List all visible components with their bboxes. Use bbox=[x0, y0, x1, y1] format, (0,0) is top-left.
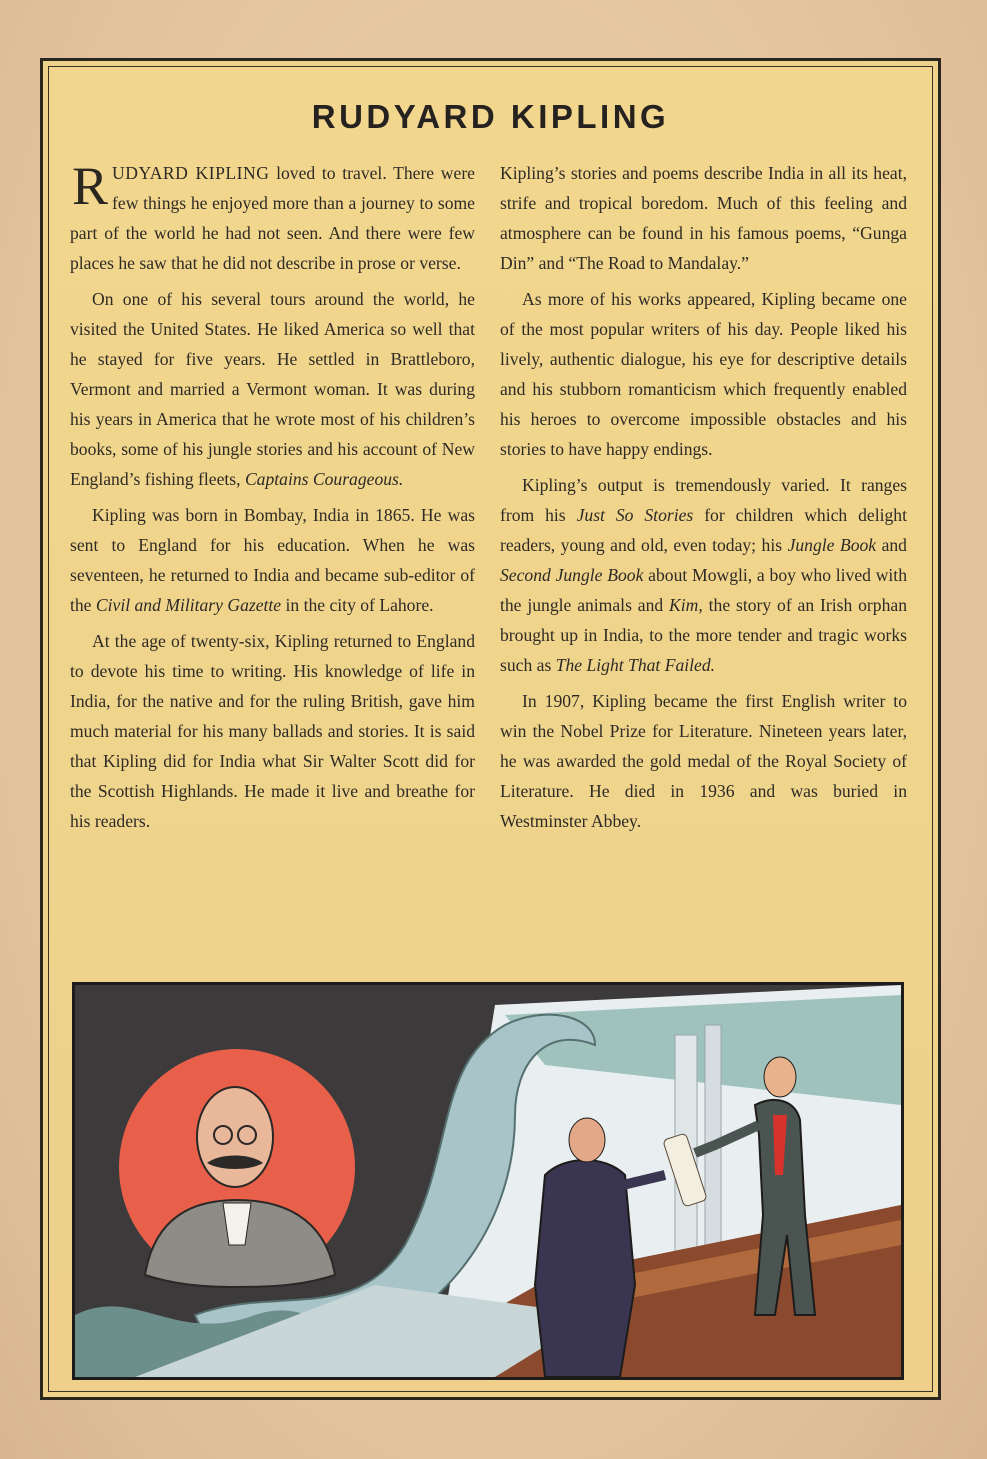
paragraph-3-end: in the city of Lahore. bbox=[281, 595, 434, 615]
title-light-that-failed: The Light That Failed. bbox=[555, 655, 716, 675]
title-kim: Kim, bbox=[669, 595, 703, 615]
lead-caps: UDYARD KIPLING bbox=[112, 163, 270, 183]
paragraph-7-e: the story of an Irish orphan brought up in India, to the more tender and tragic works such as bbox=[500, 595, 907, 675]
paragraph-6: As more of his works appeared, Kipling became one of the most popular writers of his day. People liked his lively, authentic dialogue, his eye for descriptive details and his stubborn romanticism which frequently enabled his heroes to overcome impossible obstacles and his stories to have happy endings. bbox=[500, 289, 907, 459]
paragraph-3 bbox=[70, 500, 475, 620]
title-jungle-book: Jungle Book bbox=[787, 535, 877, 555]
article-title: RUDYARD KIPLING bbox=[311, 98, 670, 135]
presenter-head bbox=[764, 1057, 796, 1097]
illustration-panel bbox=[72, 982, 904, 1380]
portrait-head bbox=[197, 1087, 273, 1187]
right-column bbox=[500, 158, 907, 842]
paragraph-1-text: loved to travel. There were few things he enjoyed more than a journey to some part of the world he had not seen. And there were few places he saw that he did not describe in prose or verse. bbox=[70, 163, 475, 273]
paragraph-2-text: On one of his several tours around the world, he visited the United States. He liked America so well that he stayed for five years. He settled in Brattleboro, Vermont and married a Vermont woman. It was during his years in America that he wrote most of his children’s books, some of his jungle stories and his account of New England’s fishing fleets, bbox=[70, 289, 475, 489]
paragraph-1 bbox=[70, 158, 475, 278]
paragraph-5: Kipling’s stories and poems describe India in all its heat, strife and tropical boredom. Much of this feeling and atmosphere can be found in his famous poems, “Gunga Din” and “The Road to Mandalay.” bbox=[500, 163, 907, 273]
title-second-jungle-book: Second Jungle Book bbox=[500, 565, 644, 585]
illustration-svg bbox=[75, 985, 901, 1377]
left-column bbox=[70, 158, 475, 842]
paragraph-7-c: and bbox=[876, 535, 907, 555]
paragraph-7-d: about Mowgli, a boy who lived with the jungle animals and bbox=[500, 565, 907, 615]
drop-cap: R bbox=[72, 156, 109, 216]
recipient-coat bbox=[535, 1160, 635, 1377]
recipient-head bbox=[569, 1118, 605, 1162]
paragraph-4: At the age of twenty-six, Kipling returned to England to devote his time to writing. His knowledge of life in India, for the native and for the ruling British, gave him much material for his many ballads and stories. It is said that Kipling did for India what Sir Walter Scott did for the Scottish Highlands. He made it live and breathe for his readers. bbox=[70, 631, 475, 831]
title-civil-military-gazette: Civil and Military Gazette bbox=[95, 595, 282, 615]
title-just-so-stories: Just So Stories bbox=[576, 505, 694, 525]
paragraph-3-text: Kipling was born in Bombay, India in 1865. He was sent to England for his education. When he was seventeen, he returned to India and became sub-editor of the bbox=[70, 505, 475, 615]
title-captains-courageous: Captains Courageous. bbox=[244, 469, 404, 489]
paragraph-2 bbox=[70, 284, 475, 494]
paragraph-8: In 1907, Kipling became the first English writer to win the Nobel Prize for Literature. Nineteen years later, he was awarded the gold medal of the Royal Society of Literature. He died in 1936 and was buried in Westminster Abbey. bbox=[500, 691, 907, 831]
paragraph-7-a: Kipling’s output is tremendously varied. It ranges from his bbox=[500, 475, 907, 525]
paragraph-7 bbox=[500, 470, 907, 680]
paragraph-7-b: for children which delight readers, young and old, even today; his bbox=[500, 505, 907, 555]
